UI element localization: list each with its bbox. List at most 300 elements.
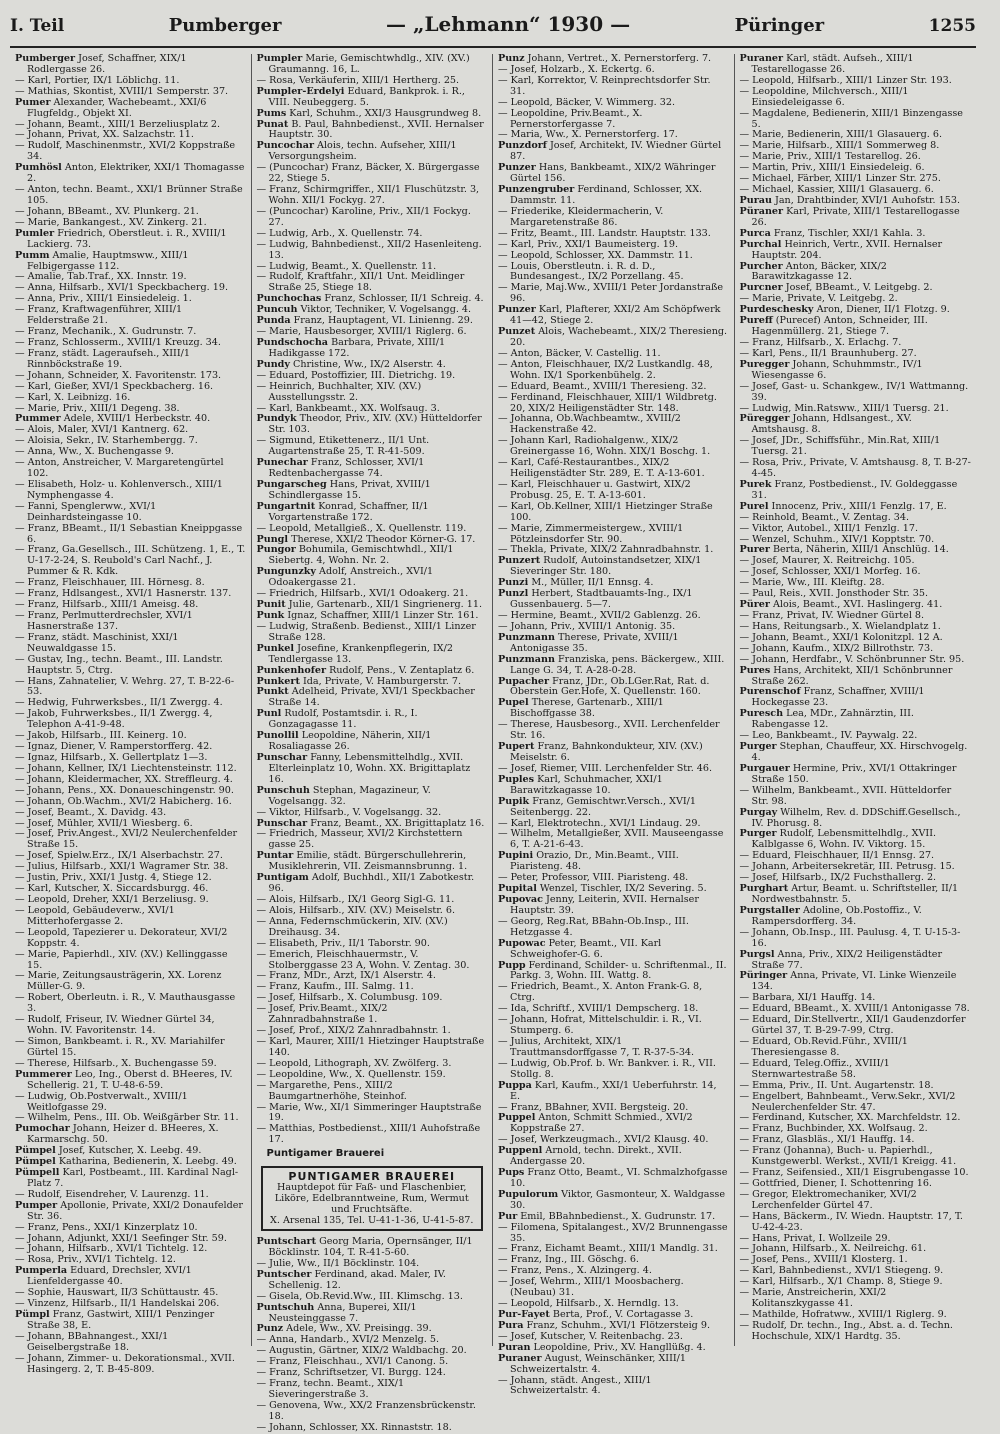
entry-surname: Pupik: [498, 795, 530, 807]
entry-details: — Karl, Portier, IX/1 Löblichg. 11.: [15, 74, 180, 86]
entry-details: — Karl, Café-Restaurantbes., XIX/2 Heiligenstädter Str. 289, E. T. A-13-601.: [498, 457, 705, 480]
entry-details: Josef, Architekt, IV. Wiedner Gürtel 87.: [510, 140, 722, 163]
entry-surname: Purchal: [739, 238, 782, 250]
entry-surname: Purau: [739, 194, 772, 206]
directory-entry: [15, 993, 246, 1015]
directory-entry: [257, 163, 488, 185]
entry-details: — Marie, Bankangest., XV. Zinkerg. 21.: [15, 216, 207, 228]
entry-details: — Paul, Reis., XVII. Jonsthoder Str. 35.: [739, 588, 929, 600]
entry-details: — Karl, Pens., II/1 Braunhuberg. 27.: [739, 347, 917, 359]
entry-details: — Eduard, Teleg.Offiz., XVIII/1 Sternwartestraße 58.: [739, 1057, 890, 1080]
entry-details: — Anna, Ww., X. Buchengasse 9.: [15, 446, 174, 458]
brewery-advertisement: [261, 1166, 484, 1231]
directory-entry: [498, 1113, 729, 1135]
entry-details: Ferdinand, akad. Maler, IV. Schellenig. 12.: [268, 1268, 446, 1291]
directory-entry: [257, 567, 488, 589]
entry-details: — Eduard, Dir.Stellvertr., XII/1 Gaudenzdorfer Gürtel 37, T. B-29-7-99, Ctrg.: [739, 1014, 966, 1037]
entry-surname: Puncochar: [256, 140, 314, 152]
entry-details: Rudolf, Postamtsdir. i. R., I. Gonzagagasse 11.: [268, 708, 418, 731]
entry-surname: Pura: [498, 1319, 524, 1331]
directory-entry: [740, 109, 972, 131]
entry-surname: Puncuh: [256, 304, 298, 316]
entry-surname: Pures: [739, 664, 771, 676]
entry-details: — Josef, Pens., XVIII/1 Klosterg. 1.: [739, 1254, 908, 1266]
directory-entry: [257, 1004, 488, 1026]
entry-details: Heinrich, Vertr., XVII. Hernalser Hauptstr. 204.: [751, 238, 943, 261]
entry-details: — Franz, BBeamt., II/1 Sebastian Kneippgasse 6.: [15, 522, 243, 545]
directory-entry: [740, 240, 972, 262]
entry-surname: Punkenhofer: [256, 664, 327, 676]
entry-details: — Johann, Hofrat, Mittelschuldir. i. R., VI. Stumperg. 6.: [498, 1014, 702, 1037]
entry-surname: Pumm: [15, 249, 50, 261]
entry-details: — Johann, Herdfabr., V. Schönbrunner Str. 95.: [739, 653, 965, 665]
entry-details: Josefine, Krankenpflegerin, IX/2 Tendlergasse 13.: [268, 642, 453, 665]
entry-surname: Pups: [498, 1167, 525, 1179]
entry-details: Franz, Postbedienst., IV. Goldeggasse 31.: [751, 478, 958, 501]
entry-surname: Purgstaller: [739, 904, 800, 916]
entry-details: — Franz (Johanna), Buch- u. Papierhdl., Kunstgewerbl. Werkst., XVII/1 Kreigg. 41.: [739, 1145, 957, 1168]
entry-details: — Julius, Hilfsarb., XXI/1 Wagramer Str. 38.: [15, 861, 229, 873]
entry-details: — Franz, techn. Beamt., XIX/1 Sieveringerstraße 3.: [256, 1378, 405, 1401]
entry-details: Karl, Private, XIII/1 Testarellogasse 26.: [751, 205, 960, 228]
directory-entry: [15, 633, 246, 655]
entry-details: — Leopold, Metallgieß., X. Quellenstr. 119.: [256, 522, 467, 534]
entry-surname: Punda: [256, 315, 291, 327]
entry-details: Franz, Schlosser, II/1 Schreig. 4.: [321, 293, 484, 305]
entry-surname: Pupital: [498, 883, 537, 895]
entry-details: Artur, Beamt. u. Schriftsteller, II/1 Nordwestbahnstr. 5.: [751, 883, 959, 905]
column-1: [10, 53, 252, 1375]
entry-details: Alois, Wachebeamt., XIX/2 Theresieng. 20.: [510, 326, 728, 348]
entry-details: — Alois, Maler, XVI/1 Kantnerg. 62.: [15, 424, 189, 436]
entry-details: — Josef, Hilfsarb., X. Columbusg. 109.: [256, 992, 443, 1004]
directory-entry: [257, 687, 488, 709]
entry-details: — Friederike, Kleidermacherin, V. Margaretenstraße 86.: [498, 205, 664, 228]
entry-details: — Johann, Privat, XX. Salzachstr. 11.: [15, 129, 194, 141]
entry-details: Eduard, Drechsler, XVI/1 Lienfeldergasse 40.: [27, 1265, 192, 1288]
entry-details: — Emma, Priv., II. Unt. Augartenstr. 18.: [739, 1079, 934, 1091]
directory-title: — „Lehmann“ 1930 —: [385, 12, 631, 36]
entry-details: — Genovena, Ww., XX/2 Franzensbrückenstr. 18.: [256, 1399, 476, 1422]
directory-entry: [15, 1092, 246, 1114]
entry-details: — Ludwig, Ob.Prof. b. Wr. Bankver. i. R., VII. Stollg. 8.: [498, 1057, 716, 1080]
entry-surname: Pupowac: [498, 937, 546, 949]
entry-details: — Alois, Hilfsarb., XIV. (XV.) Meiselstr. 6.: [256, 904, 456, 916]
entry-surname: Punkel: [256, 642, 295, 654]
entry-details: — Aloisia, Sekr., IV. Starhembergg. 7.: [15, 435, 198, 447]
entry-details: Johann, Heizer d. BHeeres, X. Karmarschg. 50.: [27, 1123, 219, 1146]
entry-surname: Pupert: [498, 741, 535, 753]
entry-details: — Ignaz, Diener, V. Ramperstorfferg. 42.: [15, 741, 213, 753]
entry-details: — Leopold, Lithograph, XV. Zwölferg. 3.: [256, 1057, 452, 1069]
entry-details: — Johann, Adjunkt, XXI/1 Seefinger Str. 59.: [15, 1232, 227, 1244]
entry-details: Franz, Schlosser, XVI/1 Redtenbachergasse 74.: [268, 457, 425, 480]
directory-entry: [498, 1037, 729, 1059]
entry-details: — Franz, Buchbinder, XX. Wolfsaug. 2.: [739, 1123, 928, 1135]
entry-details: Lea, MDr., Zahnärztin, III. Rabengasse 12.: [751, 708, 914, 731]
column-4: [735, 54, 977, 1346]
entry-details: — Karl, Bahnbedienst., XVI/1 Stiegeng. 9.: [739, 1265, 944, 1277]
directory-entry: [15, 829, 246, 851]
entry-details: Adoline, Ob.Postoffiz., V. Rampersdorfferg. 34.: [751, 904, 922, 927]
entry-surname: Puppenl: [498, 1145, 543, 1157]
directory-entry: [15, 545, 246, 578]
entry-details: — Ignaz, Hilfsarb., X. Gellertplatz 1—3.: [15, 752, 208, 763]
entry-details: — Marie, Zeitungsausträgerin, XX. Lorenz Müller-G. 9.: [15, 970, 222, 993]
entry-surname: Pummerer: [15, 1068, 72, 1080]
entry-surname: Purgay: [739, 806, 778, 818]
entry-details: — Fanni, Spenglerww., XVI/1 Deinhardsteingasse 10.: [15, 500, 157, 523]
entry-details: — Michael, Kassier, XIII/1 Glasauerg. 6.: [739, 184, 934, 196]
directory-entry: [740, 414, 972, 436]
directory-entry: [15, 305, 246, 327]
entry-details: — Karl, Priv., XXI/1 Baumeisterg. 19.: [498, 238, 678, 250]
entry-details: — Johann, Ob.Insp., III. Paulusg. 4, T. U-15-3-16.: [739, 926, 961, 949]
entry-details: Rudolf, Pens., V. Zentaplatz 6.: [326, 664, 475, 676]
directory-entry: [15, 655, 246, 677]
entry-details: Katharina, Bedienerin, X. Leebg. 49.: [55, 1156, 237, 1168]
entry-surname: Puntscher: [256, 1268, 312, 1280]
entry-details: Hans, Architekt, XII/1 Schönbrunner Straße 262.: [751, 664, 953, 687]
entry-details: — Marie, Priv., XIII/1 Degeng. 38.: [15, 402, 180, 414]
directory-entry: [257, 917, 488, 939]
entry-details: — Franz, Pens., XXI/1 Kinzerplatz 10.: [15, 1221, 198, 1233]
directory-entry: [498, 829, 729, 851]
directory-entry: [15, 1037, 246, 1059]
entry-surname: Pundschocha: [256, 336, 329, 348]
directory-entry: [15, 141, 246, 163]
directory-entry: [257, 709, 488, 731]
entry-details: Viktor, Gasmonteur, X. Waldgasse 30.: [510, 1188, 726, 1211]
directory-entry: [498, 1223, 729, 1245]
entry-details: — Franz, städt. Lageraufseh., XIII/1 Rinnböckstraße 19.: [15, 347, 190, 370]
entry-details: Julie, Gartenarb., XII/1 Singrienerg. 11.: [285, 599, 483, 611]
directory-entry: [257, 480, 488, 502]
entry-details: — Johann, BBahnangest., XXI/1 Geiselbergstraße 18.: [15, 1330, 169, 1353]
directory-entry: [257, 120, 488, 142]
entry-details: Johann, Schuhmmstr., IV/1 Wiesengasse 6.: [751, 358, 923, 381]
entry-surname: Puppel: [498, 1112, 536, 1124]
entry-details: — Therese, Hausbesorg., XVII. Lerchenfelder Str. 16.: [498, 719, 720, 742]
entry-details: Franz, Gemischtwr.Versch., XVI/1 Seitenbergg. 22.: [510, 795, 696, 818]
entry-details: Konrad, Schaffner, II/1 Vorgartenstraße 172.: [268, 500, 429, 523]
entry-surname: Punz: [498, 53, 525, 64]
entry-details: — Simon, Bankbeamt. i. R., XV. Mariahilfer Gürtel 15.: [15, 1035, 225, 1058]
directory-entry: [15, 709, 246, 731]
entry-surname: Puppa: [498, 1079, 532, 1091]
entry-details: — Johann, Schlosser, XX. Rinnaststr. 18.: [256, 1421, 452, 1433]
entry-details: — (Puncochar) Karoline, Priv., XII/1 Fockyg. 27.: [256, 205, 471, 228]
entry-details: — Franz, Schirmgriffer., XII/1 Fluschützstr. 3, Wohn. XII/1 Fockyg. 27.: [256, 184, 480, 206]
entry-details: — Fritz, Beamt., III. Landstr. Hauptstr. 133.: [498, 227, 711, 239]
entry-details: Viktor, Techniker, V. Vogelsangg. 4.: [297, 304, 472, 316]
entry-details: — Eduard, BBeamt., X. XVIII/1 Antonigasse 78.: [739, 1003, 970, 1015]
entry-surname: Pur-Fayet: [498, 1309, 550, 1321]
entry-details: — Josef, Priv.Beamt., XIX/2 Zahnradbahnstraße 1.: [256, 1003, 388, 1026]
directory-entry: [257, 950, 488, 972]
directory-entry: [15, 677, 246, 699]
entry-surname: Purgsl: [739, 948, 775, 960]
columns-container: [10, 53, 976, 1433]
entry-details: Marie, Gemischtwhdlg., XIV. (XV.) Graumanng. 16, L.: [268, 53, 470, 75]
entry-details: — Martin, Priv., XIII/1 Einsiedeleig. 6.: [739, 162, 925, 174]
entry-details: — Wilhelm, Metallgießer, XVII. Mauseengasse 6, T. A-21-6-43.: [498, 828, 724, 851]
entry-details: — Rosa, Priv., XVI/1 Tichtelg. 12.: [15, 1254, 176, 1266]
directory-entry: [498, 698, 729, 720]
entry-details: — Karl, Korrektor, V. Reinprechtsdorfer Str. 31.: [498, 74, 711, 97]
directory-entry: [257, 1037, 488, 1059]
entry-details: Barbara, Private, XIII/1 Hadikgasse 172.: [268, 336, 446, 359]
entry-details: — Johann, Schneider, X. Favoritenstr. 173.: [15, 369, 222, 381]
directory-entry: [257, 1270, 488, 1292]
directory-entry: [740, 1092, 972, 1114]
entry-surname: Punzer: [498, 304, 536, 316]
entry-surname: Punzmann: [498, 653, 555, 665]
entry-details: — Josef, JDr., Schiffsführ., Min.Rat, XIII/1 Tuersg. 21.: [739, 435, 941, 458]
directory-entry: [15, 349, 246, 371]
entry-details: — Ferdinand, Fleischhauer, XIII/1 Wildbretg. 20, XIX/2 Heiligenstädter Str. 148.: [498, 391, 717, 414]
entry-details: — Josef, Priv.Angest., XVI/2 Neulerchenfelder Straße 15.: [15, 828, 238, 851]
directory-entry: [257, 502, 488, 524]
entry-surname: Punzl: [498, 588, 529, 600]
entry-surname: Pumler: [15, 227, 55, 239]
entry-surname: Purer: [739, 544, 770, 556]
entry-details: — Ludwig, Beamt., X. Quellenstr. 11.: [256, 260, 437, 272]
entry-surname: Punit: [256, 599, 286, 611]
entry-details: — Heinrich, Buchhalter, XIV. (XV.) Ausstellungsstr. 2.: [256, 380, 422, 403]
directory-entry: [15, 928, 246, 950]
entry-details: Theodor, Priv., XIV. (XV.) Hütteldorfer Str. 103.: [268, 413, 482, 436]
entry-details: Franz, Hauptagent, VI. Linienng. 29.: [290, 315, 473, 327]
entry-details: Karl, Postbeamt., III. Kardinal Nagl-Platz 7.: [27, 1167, 239, 1189]
directory-entry: [257, 1103, 488, 1125]
directory-entry: [15, 1201, 246, 1223]
directory-entry: [15, 611, 246, 633]
entry-details: — Josef, Prof., XIX/2 Zahnradbahnstr. 1.: [256, 1025, 451, 1037]
directory-entry: [498, 1190, 729, 1212]
directory-entry: [740, 207, 972, 229]
entry-details: — Johann, Priv., XVIII/1 Antonig. 35.: [498, 620, 676, 632]
entry-details: — Jakob, Hilfsarb., III. Keinerg. 10.: [15, 730, 187, 742]
directory-entry: [257, 753, 488, 786]
directory-entry: [740, 786, 972, 808]
directory-entry: [498, 1376, 729, 1398]
entry-details: — Thekla, Private, XIX/2 Zahnradbahnstr. 1.: [498, 544, 714, 556]
entry-details: Anton, Elektriker, XXI/1 Thomagasse 2.: [27, 162, 245, 185]
entry-details: Innocenz, Priv., XIII/1 Fenzlg. 17, E.: [768, 500, 947, 512]
entry-details: — Leopold, Schlosser, XX. Dammstr. 11.: [498, 249, 693, 261]
directory-entry: [498, 589, 729, 611]
entry-details: Wilhelm, Rev. d. DDSchiff.Gesellsch., IV. Phorusg. 8.: [751, 806, 961, 829]
entry-surname: Pungor: [256, 544, 296, 556]
entry-details: — Anna, Hilfsarb., XVI/1 Speckbacherg. 19.: [15, 282, 229, 294]
directory-entry: [257, 338, 488, 360]
ad-line1: Hauptdepot für Faß- und Flaschenbier, Liköre, Edelbranntweine, Rum, Wermut und Fruchtsäfte.: [274, 1182, 469, 1216]
entry-details: Hermine, Priv., XVI/1 Ottakringer Straße 150.: [751, 762, 957, 785]
entry-details: — Franz, Pens., X. Alzingerg. 4.: [498, 1265, 652, 1277]
entry-details: — Franz, Glasbläs., XI/1 Hauffg. 14.: [739, 1134, 915, 1146]
entry-surname: Pungartnit: [256, 500, 316, 512]
entry-details: — Leopold, Bäcker, V. Wimmerg. 32.: [498, 96, 676, 108]
entry-details: Ferdinand, Schlosser, XX. Dammstr. 11.: [510, 184, 703, 206]
directory-entry: [740, 360, 972, 382]
directory-entry: [740, 1190, 972, 1212]
entry-details: Peter, Beamt., VII. Karl Schweighofer-G. 6.: [510, 937, 662, 960]
entry-details: — Johann, Ob.Wachm., XVI/2 Habicherg. 16.: [15, 795, 232, 807]
directory-entry: [740, 742, 972, 764]
entry-details: — Hans, Bäckerm., IV. Wiedn. Hauptstr. 17, T. U-42-4-23.: [739, 1210, 963, 1233]
entry-surname: Pümpel: [15, 1145, 56, 1157]
entry-surname: Punzengruber: [498, 184, 575, 196]
entry-details: — Georg, Reg.Rat, BBahn-Ob.Insp., III. Hetzgasse 4.: [498, 915, 689, 938]
entry-details: — Johann Karl, Radiohalgenw., XIX/2 Greinergasse 16, Wohn. XIX/1 Boschg. 1.: [498, 435, 711, 458]
directory-entry: [15, 229, 246, 251]
entry-details: — Franz, Ga.Gesellsch., III. Schützeng. 1, E., T. U-17-2-24, S. Reubold's Carl Nachf., J. Pummer & R. Kdk.: [15, 544, 246, 578]
directory-entry: [740, 1212, 972, 1234]
directory-entry: [257, 851, 488, 873]
entry-surname: Pupp: [498, 959, 526, 971]
entry-details: — Anna, Federnschmückerin, XIV. (XV.) Dreihausg. 34.: [256, 915, 448, 938]
entry-surname: Pumhösl: [15, 162, 62, 174]
entry-surname: Punkt: [256, 686, 289, 698]
entry-details: — Augustin, Gärtner, XIX/2 Waldbachg. 20.: [256, 1345, 467, 1357]
entry-details: — Ludwig, Ob.Postverwalt., XVIII/1 Weitlofgasse 29.: [15, 1090, 188, 1113]
directory-entry: [15, 1332, 246, 1354]
directory-entry: [498, 163, 729, 185]
entry-surname: Puntschuh: [256, 1301, 315, 1313]
directory-entry: [740, 666, 972, 688]
entry-details: — Marie, Ww., III. Kleiftg. 28.: [739, 577, 885, 589]
directory-entry: [498, 141, 729, 163]
entry-details: Ignaz, Schaffner, XIII/1 Linzer Str. 161.: [284, 610, 479, 622]
entry-details: — Hedwig, Fuhrwerksbes., II/1 Zwergg. 4.: [15, 697, 223, 709]
directory-entry: [498, 1015, 729, 1037]
directory-entry: [740, 54, 972, 76]
entry-details: Alois, techn. Aufseher, XIII/1 Versorgungsheim.: [268, 140, 457, 163]
directory-entry: [257, 622, 488, 644]
entry-details: — Josef, Riemer, VIII. Lerchenfelder Str. 46.: [498, 762, 713, 774]
entry-surname: Pundyk: [256, 413, 297, 425]
directory-entry: [257, 1379, 488, 1401]
entry-details: — Peter, Professor, VIII. Piaristeng. 48.: [498, 872, 689, 884]
entry-details: — Marie, Maj.Ww., XVIII/1 Peter Jordanstraße 96.: [498, 282, 724, 305]
entry-details: — Rudolf, Eisendreher, V. Laurenzg. 11.: [15, 1188, 209, 1200]
directory-entry: [498, 851, 729, 873]
entry-details: Karl, Kaufm., XXI/1 Ueberfuhrstr. 14, E.: [510, 1079, 717, 1102]
directory-entry: [257, 141, 488, 163]
entry-details: — Franz, Privat, IV. Wiedner Gürtel 8.: [739, 610, 925, 622]
entry-details: — Emerich, Fleischhauermstr., V. Stolberggasse 23 A, Wohn. V. Zentag. 30.: [256, 948, 470, 971]
entry-surname: Punzmann: [498, 631, 555, 643]
entry-details: Josef, Schaffner, XIX/1 Rodlergasse 26.: [27, 53, 187, 75]
entry-details: — Gottfried, Diener, I. Schottenring 16.: [739, 1177, 932, 1189]
directory-entry: [15, 1015, 246, 1037]
entry-details: — Marie, Priv., XIII/1 Testarellog. 26.: [739, 151, 921, 163]
page-number: 1255: [928, 16, 976, 36]
entry-details: — Friedrich, Masseur, XVI/2 Kirchstettern gasse 25.: [256, 828, 463, 851]
directory-entry: [498, 742, 729, 764]
entry-details: — Hans, Privat, I. Wollzeile 29.: [739, 1232, 891, 1244]
entry-details: — Leopold, Hilfsarb., XIII/1 Linzer Str. 193.: [739, 74, 952, 86]
entry-details: — Marie, Bedienerin, XIII/1 Glasauerg. 6.: [739, 129, 943, 141]
directory-entry: [257, 87, 488, 109]
entry-details: — Eduard, Beamt., XVIII/1 Theresieng. 32.: [498, 380, 707, 392]
entry-details: — Alois, Hilfsarb., IX/1 Georg Sigl-G. 11.: [256, 893, 455, 905]
directory-entry: [498, 797, 729, 819]
entry-details: Johann, Hdlsangest., XV. Amtshausg. 8.: [751, 413, 912, 436]
entry-details: Karl, Schuhm., XXI/3 Hausgrundweg 8.: [286, 107, 482, 119]
entry-details: — Marie, Papierhdl., XIV. (XV.) Kellinggasse 15.: [15, 948, 228, 971]
entry-details: — Filomena, Spitalangest., XV/2 Brunnengasse 35.: [498, 1221, 728, 1244]
entry-details: Anna, Buperei, XII/1 Neusteinggasse 7.: [268, 1301, 417, 1324]
directory-entry: [257, 644, 488, 666]
entry-details: Franziska, pens. Bäckergew., XIII. Lange G. 34, T. A-28-0-28.: [510, 653, 725, 676]
entry-details: Stephan, Magazineur, V. Vogelsangg. 32.: [268, 784, 431, 807]
directory-entry: [498, 1168, 729, 1190]
directory-entry: [257, 1401, 488, 1423]
entry-details: — Elisabeth, Priv., II/1 Taborstr. 90.: [256, 937, 430, 949]
directory-entry: [740, 808, 972, 830]
entry-surname: Punechar: [256, 457, 308, 469]
first-entry-keyword: Pumberger: [168, 15, 282, 36]
entry-details: — Eduard, Fleischhauer, II/1 Ennsg. 27.: [739, 850, 935, 862]
directory-entry: [498, 1059, 729, 1081]
entry-surname: Pumpler: [256, 53, 303, 64]
entry-details: — Elisabeth, Holz- u. Kohlenversch., XIII/1 Nymphengasse 4.: [15, 478, 223, 501]
entry-details: Anna, Priv., XIX/2 Heiligenstädter Straße 77.: [751, 948, 943, 971]
directory-entry: [498, 1277, 729, 1299]
entry-details: — Ludwig, Bahnbedienst., XII/2 Hasenleiteng. 13.: [256, 238, 482, 261]
directory-entry: [498, 262, 729, 284]
entry-surname: Punl: [256, 708, 282, 720]
entry-surname: Püraner: [739, 205, 784, 217]
directory-entry: [740, 1146, 972, 1168]
entry-surname: Punz: [256, 1323, 284, 1335]
entry-details: — Karl, X. Leibnizg. 16.: [15, 391, 131, 403]
entry-details: — Ferdinand, Kutscher, XX. Marchfeldstr. 12.: [739, 1112, 961, 1124]
directory-entry: [498, 327, 729, 349]
entry-details: — Johann, BBeamt., XV. Plunkerg. 21.: [15, 205, 199, 217]
directory-entry: [15, 1354, 246, 1376]
entry-details: Arnold, techn. Direkt., XVII. Andergasse 20.: [510, 1145, 682, 1168]
entry-details: Eduard, Bankprok. i. R., VIII. Neubeggerg. 5.: [268, 85, 465, 108]
entry-surname: Puraner: [739, 53, 784, 64]
entry-details: — Karl, Ob.Kellner, XIII/1 Hietzinger Straße 100.: [498, 500, 713, 523]
directory-entry: [15, 251, 246, 273]
entry-surname: Puples: [498, 773, 535, 785]
entry-details: — Josef, Wehrm., XIII/1 Moosbacherg. (Neubau) 31.: [498, 1276, 684, 1299]
entry-details: — Ludwig, Min.Ratsww., XIII/1 Tuersg. 21.: [739, 402, 949, 414]
entry-details: Therese, XXI/2 Theodor Körner-G. 17.: [288, 533, 476, 545]
directory-entry: [15, 524, 246, 546]
entry-details: Georg Maria, Opernsänger, II/1 Böcklinstr. 104, T. R-41-5-60.: [268, 1236, 473, 1259]
directory-entry: [257, 1237, 488, 1259]
entry-details: — Friedrich, Hilfsarb., XVI/1 Odoakerg. 21.: [256, 588, 469, 600]
entry-surname: Pürer: [739, 599, 770, 611]
directory-entry: [498, 895, 729, 917]
entry-details: Leo, Ing., Oberst d. BHeeres, IV. Schellerig. 21, T. U-48-6-59.: [27, 1068, 233, 1091]
entry-surname: Purcher: [739, 260, 783, 272]
entry-surname: Pümpl: [15, 1309, 50, 1321]
directory-entry: [498, 480, 729, 502]
entry-details: — Johann, Arbeitersekretär, III. Petrusg. 15.: [739, 861, 955, 873]
entry-surname: Pümpel: [15, 1156, 56, 1168]
entry-details: — Marie, Anstreicherin, XXI/2 Kolitanszkygasse 41.: [739, 1287, 887, 1310]
entry-details: Hans, Privat, XVIII/1 Schindlergasse 15.: [268, 478, 431, 501]
entry-details: — Matthias, Postbedienst., XIII/1 Auhofstraße 17.: [256, 1123, 481, 1146]
directory-entry: [257, 1124, 488, 1146]
entry-details: — Anton, Bäcker, V. Castellig. 11.: [498, 347, 661, 359]
